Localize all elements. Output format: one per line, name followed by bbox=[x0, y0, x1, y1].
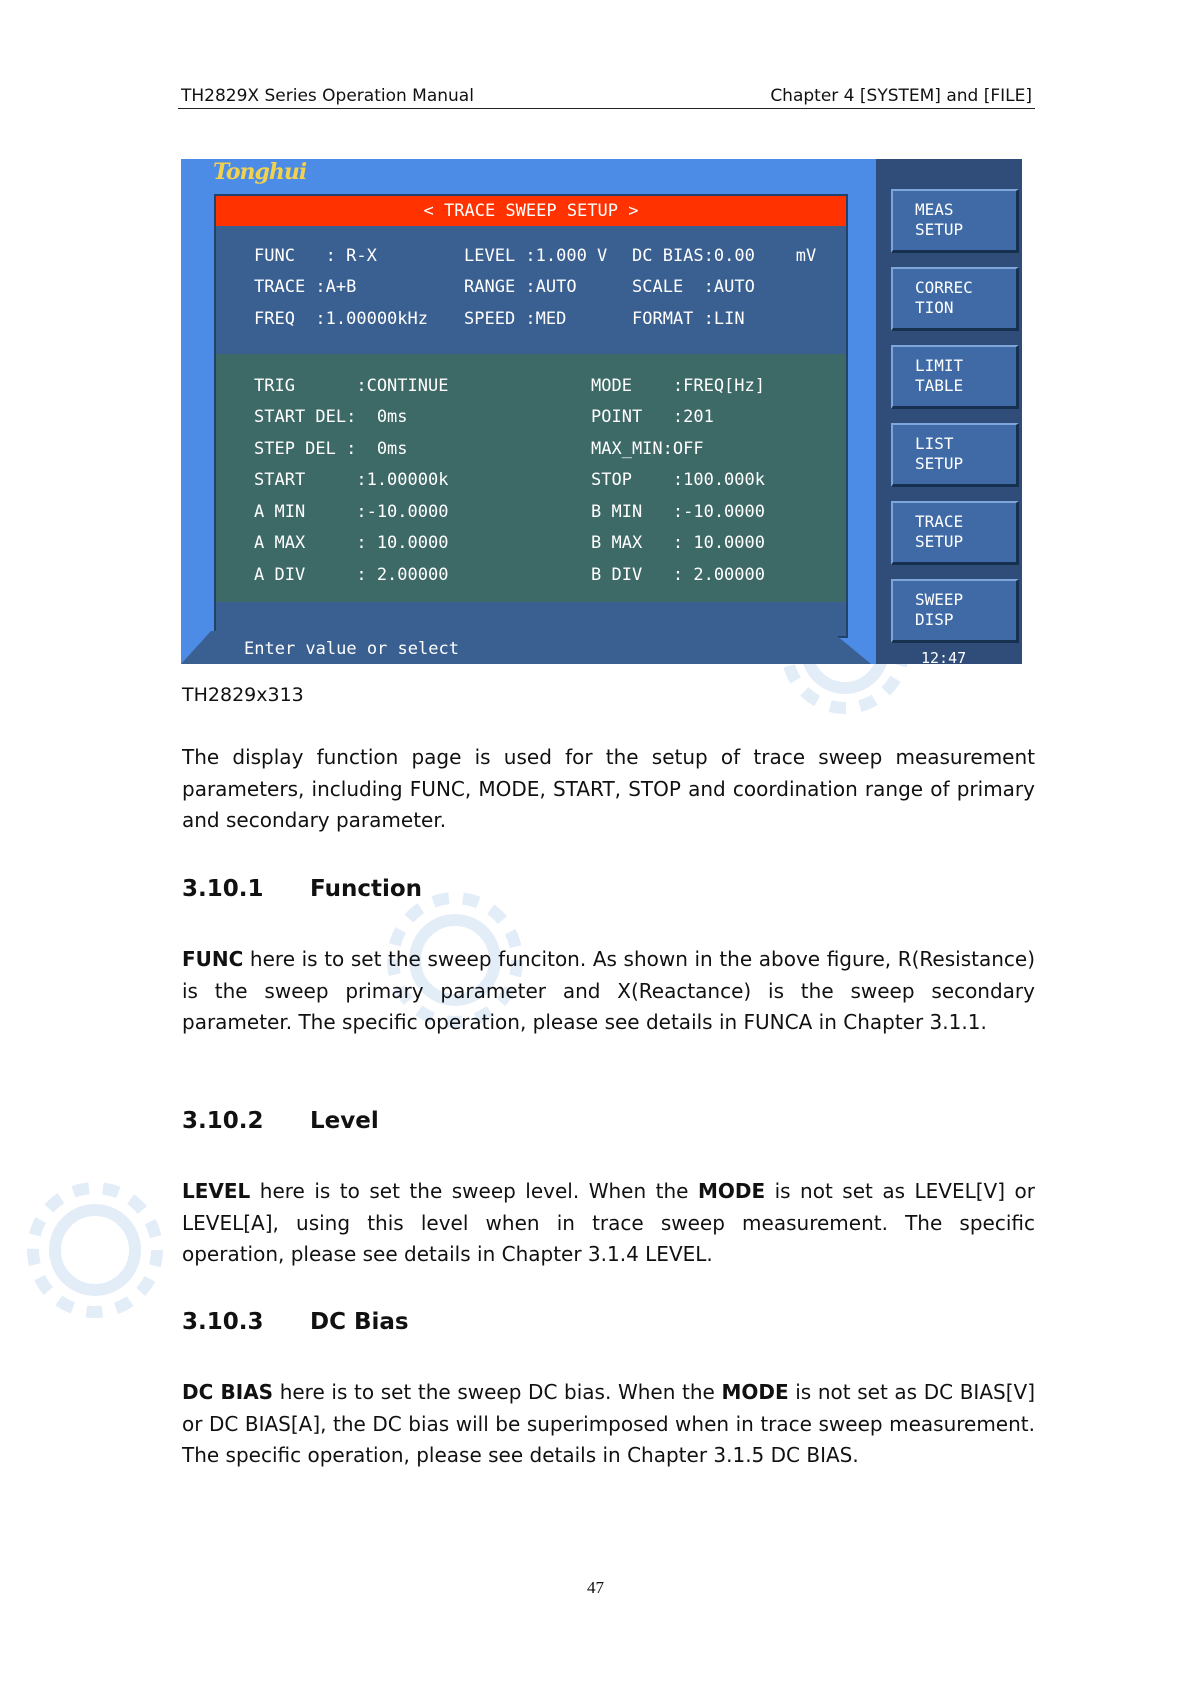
b-max-field: B MAX : 10.0000 bbox=[591, 533, 765, 553]
section-number: 3.10.1 bbox=[182, 876, 264, 902]
softkey-label: CORREC TION bbox=[915, 278, 973, 317]
section-paragraph bbox=[182, 944, 1035, 1039]
bold-term: LEVEL bbox=[182, 1179, 251, 1203]
softkey-list-setup[interactable] bbox=[891, 423, 1019, 487]
paragraph-text: here is to set the sweep DC bias. When the bbox=[273, 1380, 722, 1404]
max-min-field: MAX_MIN:OFF bbox=[591, 439, 704, 459]
point-field: POINT :201 bbox=[591, 407, 714, 427]
step-del-field: STEP DEL : 0ms bbox=[254, 439, 408, 459]
page-number: 47 bbox=[587, 1578, 604, 1597]
bold-term: MODE bbox=[721, 1380, 789, 1404]
paragraph-text: is not set as LEVEL[V] or LEVEL[A], using this level when in trace sweep measurement. The specific operation, please see details in Chapter 3.1.4 LEVEL. bbox=[182, 1179, 1035, 1266]
softkey-limit-table[interactable] bbox=[891, 345, 1019, 409]
trace-sweep-setup-panel bbox=[214, 194, 848, 638]
section-paragraph bbox=[182, 1176, 1035, 1271]
sweep-params-area bbox=[216, 354, 846, 602]
section-number: 3.10.2 bbox=[182, 1108, 264, 1134]
bold-term: FUNC bbox=[182, 947, 244, 971]
paragraph-text: here is to set the sweep level. When the bbox=[250, 1179, 698, 1203]
section-title: Function bbox=[310, 876, 423, 902]
softkey-meas-setup[interactable] bbox=[891, 189, 1019, 253]
panel-title: < TRACE SWEEP SETUP > bbox=[216, 196, 846, 226]
section-heading bbox=[182, 876, 422, 902]
figure-caption: TH2829x313 bbox=[182, 684, 304, 706]
softkey-trace-setup[interactable] bbox=[891, 501, 1019, 565]
softkey-label: SWEEP DISP bbox=[915, 590, 964, 629]
softkey-sweep-disp[interactable] bbox=[891, 579, 1019, 643]
range-field: RANGE :AUTO bbox=[464, 277, 577, 297]
trig-field: TRIG :CONTINUE bbox=[254, 376, 449, 396]
mode-field: MODE :FREQ[Hz] bbox=[591, 376, 765, 396]
page-header bbox=[178, 86, 1035, 109]
section-title: DC Bias bbox=[310, 1309, 409, 1335]
softkey-label: TRACE SETUP bbox=[915, 512, 964, 551]
header-chapter: Chapter 4 [SYSTEM] and [FILE] bbox=[770, 86, 1032, 106]
format-field: FORMAT :LIN bbox=[632, 309, 745, 329]
status-message: Enter value or select bbox=[244, 639, 459, 659]
section-title: Level bbox=[310, 1108, 379, 1134]
section-paragraph bbox=[182, 1377, 1035, 1472]
scale-field: SCALE :AUTO bbox=[632, 277, 755, 297]
softkey-label: LIMIT TABLE bbox=[915, 356, 964, 395]
level-field: LEVEL :1.000 V bbox=[464, 246, 608, 266]
bold-term: MODE bbox=[697, 1179, 766, 1203]
paragraph-text: here is to set the sweep funciton. As shown in the above figure, R(Resistance) is the sweep primary parameter and X(Reactance) is the sweep secondary parameter. The specific operation, please see details in FUNCA in Chapter 3.1.1. bbox=[182, 947, 1035, 1034]
bold-term: DC BIAS bbox=[182, 1380, 274, 1404]
paragraph-text: is not set as DC BIAS[V] or DC BIAS[A], the DC bias will be superimposed when in trace sweep measurement. The specific operation, please see details in Chapter 3.1.5 DC BIAS. bbox=[182, 1380, 1035, 1467]
speed-field: SPEED :MED bbox=[464, 309, 567, 329]
func-field: FUNC : R-X bbox=[254, 246, 377, 266]
softkey-label: MEAS SETUP bbox=[915, 200, 964, 239]
a-min-field: A MIN :-10.0000 bbox=[254, 502, 449, 522]
freq-field: FREQ :1.00000kHz bbox=[254, 309, 428, 329]
trace-field: TRACE :A+B bbox=[254, 277, 357, 297]
header-manual-title: TH2829X Series Operation Manual bbox=[181, 86, 474, 106]
softkey-label: LIST SETUP bbox=[915, 434, 964, 473]
b-div-field: B DIV : 2.00000 bbox=[591, 565, 765, 585]
section-heading bbox=[182, 1108, 379, 1134]
b-min-field: B MIN :-10.0000 bbox=[591, 502, 765, 522]
start-field: START :1.00000k bbox=[254, 470, 449, 490]
intro-paragraph: The display function page is used for the setup of trace sweep measurement parameters, including FUNC, MODE, START, STOP and coordination range of primary and secondary parameter. bbox=[182, 745, 1035, 832]
clock: 12:47 bbox=[921, 649, 967, 664]
instrument-screenshot bbox=[181, 159, 1022, 664]
start-del-field: START DEL: 0ms bbox=[254, 407, 408, 427]
section-number: 3.10.3 bbox=[182, 1309, 264, 1335]
section-heading bbox=[182, 1309, 409, 1335]
softkey-correction[interactable] bbox=[891, 267, 1019, 331]
dc-bias-field: DC BIAS:0.00 mV bbox=[632, 246, 817, 266]
softkey-column bbox=[876, 159, 1022, 664]
a-div-field: A DIV : 2.00000 bbox=[254, 565, 449, 585]
tonghui-logo: Tonghui bbox=[213, 159, 307, 185]
a-max-field: A MAX : 10.0000 bbox=[254, 533, 449, 553]
stop-field: STOP :100.000k bbox=[591, 470, 765, 490]
